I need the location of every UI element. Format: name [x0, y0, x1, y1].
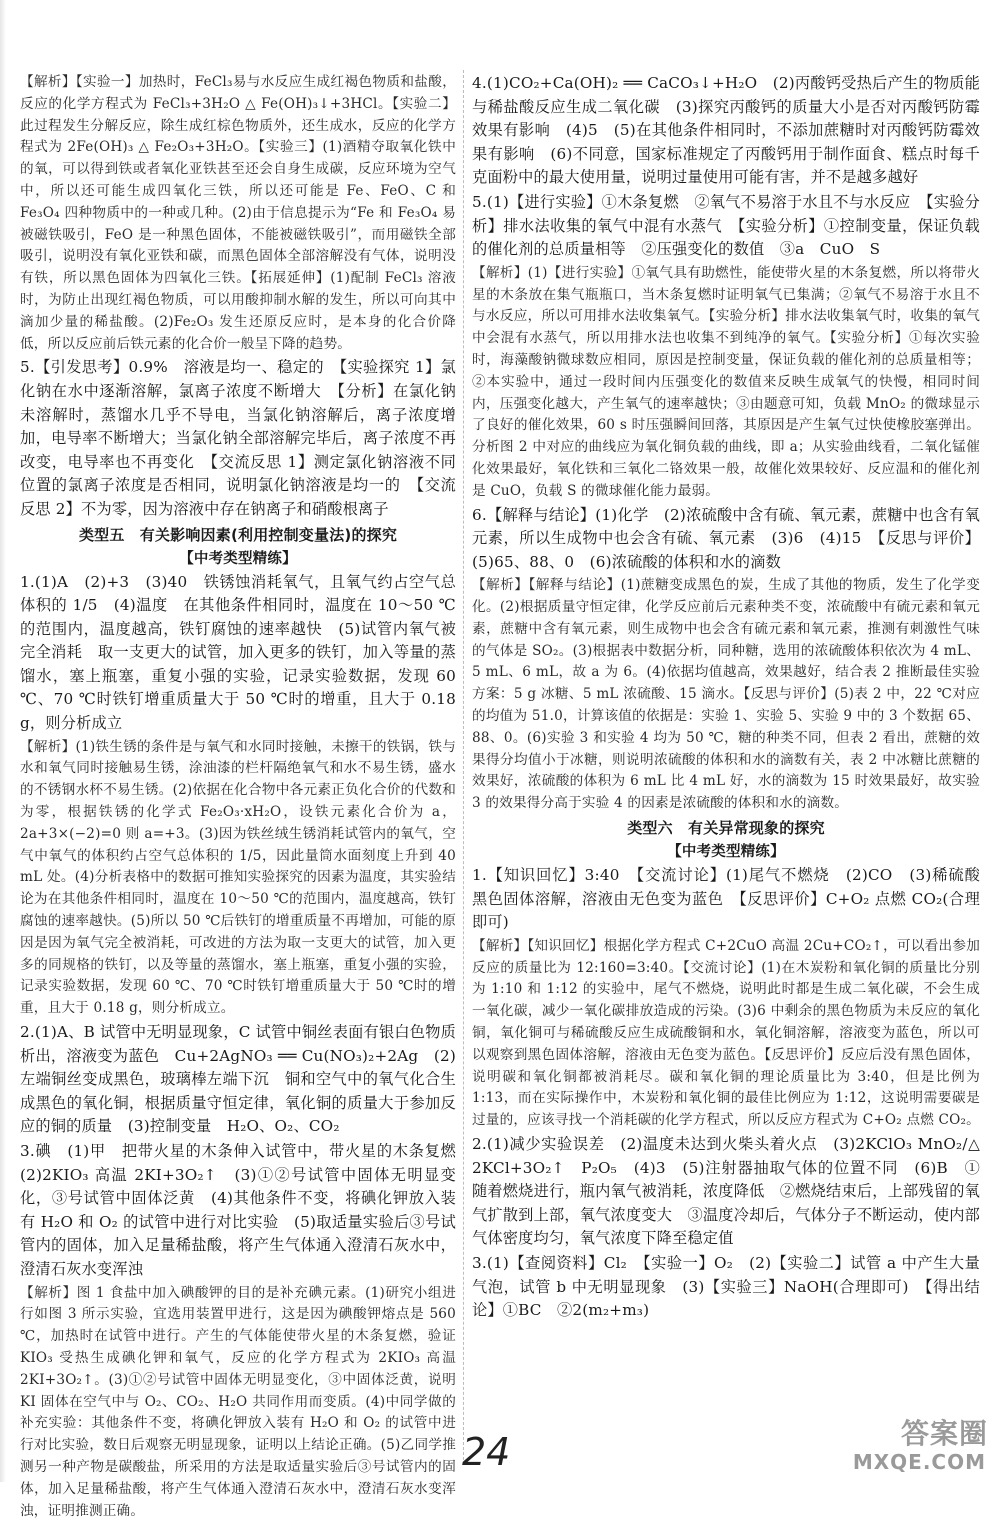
answer-item-5: 5.【引发思考】0.9% 溶液是均一、稳定的 【实验探究 1】氯化钠在水中逐渐溶解，氯离子浓度不断增大 【分析】在氯化钠未溶解时，蒸馏水几乎不导电，当氯化钠溶解后，离子浓度增加，电导率不断增大；当氯化钠全部溶解完毕后，离子浓度不再改变，电导率也不再变化 【交流反思 1】测定氯化钠溶液不同位置的氯离子浓度是否相同，说明氯化钠溶液是均一的 【交流反思 2】不为零，因为溶液中存在钠离子和硝酸根离子: [20, 358, 456, 518]
section-title-type5: 类型五 有关影响因素(利用控制变量法)的探究: [78, 525, 398, 544]
section-subtitle-type5: 【中考类型精练】: [179, 550, 297, 567]
answer-item-1: 1.【知识回忆】3:40 【交流讨论】(1)尾气不燃烧 (2)CO (3)稀硫酸 黑色固体溶解，溶液由无色变为蓝色 【反思评价】C+O₂ 点燃 CO₂(合理即可): [472, 866, 996, 932]
right-column: [472, 72, 996, 1324]
answer-item-2: 2.(1)减少实验误差 (2)温度未达到火柴头着火点 (3)2KClO₃ MnO₂/△ 2KCl+3O₂↑ P₂O₅ (4)3 (5)注射器抽取气体的位置不同 (6)B ①随着燃烧进行，瓶内氧气被消耗，浓度降低 ②燃烧结束后，上部残留的氧气扩散到上部，氧气浓度变大 ③温度冷却后，气体分子不断运动，使内部气体密度均匀，氧气浓度下降至稳定值: [472, 1135, 980, 1248]
watermark-url-text: MXQE.COM: [852, 1450, 986, 1474]
answer-item-2: 2.(1)A、B 试管中无明显现象，C 试管中铜丝表面有银白色物质析出，溶液变为蓝色 Cu+2AgNO₃ ══ Cu(NO₃)₂+2Ag (2)左端铜丝变成黑色，玻璃棒左端下沉 铜和空气中的氧气化合生成黑色的氧化铜，根据质量守恒定律，氧化铜的质量大于参加反应的铜的质量 (3)控制变量 H₂O、O₂、CO₂: [20, 1023, 456, 1136]
left-column: [20, 72, 472, 1523]
analysis-paragraph: 【解析】【知识回忆】根据化学方程式 C+2CuO 高温 2Cu+CO₂↑，可以看出参加反应的质量比为 12:160=3:40。【交流讨论】(1)在木炭粉和氧化铜的质量比分别为 1:10 和 1:12 的实验中，尾气不燃烧，说明此时都是生成二氧化碳，不会生成一氧化碳，减少一氧化碳排放造成的污染。(3)6 中剩余的黑色物质为未反应的氧化铜，氧化铜可与稀硫酸反应生成硫酸铜和水，氧化铜溶解，溶液变为蓝色，所以可以观察到黑色固体溶解，溶液由无色变为蓝色。【反思评价】反应后没有黑色固体，说明碳和氧化铜都被消耗尽。碳和氧化铜的理论质量比为 3:40，但是比例为 1:13，而在实际操作中，木炭粉和氧化铜的最佳比例应为 1:12，这说明需要碳是过量的，应该寻找一个消耗碳的化学方程式，所以反应方程式为 C+O₂ 点燃 CO₂。: [472, 937, 980, 1129]
page-number: 24: [462, 1430, 511, 1474]
watermark-main-text: 答案圈: [900, 1417, 988, 1450]
analysis-paragraph: 【解析】(1)【进行实验】①氧气具有助燃性，能使带火星的木条复燃，所以将带火星的木条放在集气瓶瓶口，当木条复燃时证明氧气已集满；②氧气不易溶于水且不与水反应，所以可用排水法收集氧气。【实验分析】排水法收集氧气时，收集的氧气中会混有水蒸气，所以用排水法也收集不到纯净的氧气。【实验分析】①每次实验时，海藻酸钠微球数应相同，原因是控制变量，保证负载的催化剂的总质量相等；②本实验中，通过一段时间内压强变化的数值来反映生成氧气的快慢，相同时间内，压强变化越大，产生氧气的速率越快；③由题意可知，负载 MnO₂ 的微球显示了良好的催化效果，60 s 时压强瞬间回落，其原因是产生氧气过快使橡胶塞弹出。分析图 2 中对应的曲线应为氧化铜负载的曲线，即 a；从实验曲线看，二氧化锰催化效果最好，氧化铁和三氧化二铬效果一般，故催化效果较好、反应温和的催化剂是 CuO，负载 S 的微球催化能力最弱。: [472, 264, 980, 499]
column-divider: [463, 70, 464, 1460]
answer-item-6: 6.【解释与结论】(1)化学 (2)浓硫酸中含有硫、氧元素，蔗糖中也含有氧元素，所以生成物中也会含有硫、氧元素 (3)6 (4)15 【反思与评价】(5)65、88、0 (6)浓硫酸的体积和水的滴数: [472, 505, 980, 571]
answer-item-1: 1.(1)A (2)+3 (3)40 铁锈蚀消耗氧气，且氧气约占空气总体积的 1/5 (4)温度 在其他条件相同时，温度在 10～50 ℃的范围内，温度越高，铁钉腐蚀的速率越快 (5)试管内氧气被完全消耗 取一支更大的试管，加入更多的铁钉，加入等量的蒸馏水，塞上瓶塞，重复小强的实验，记录实验数据，发现 60 ℃、70 ℃时铁钉增重质量大于 50 ℃时的增重，且大于 0.18 g，则分析成立: [20, 572, 456, 733]
analysis-paragraph: 【解析】图 1 食盐中加入碘酸钾的目的是补充碘元素。(1)研究小组进行如图 3 所示实验，宜选用装置甲进行，这是因为碘酸钾熔点是 560 ℃，加热时在试管中进行。产生的气体能使带火星的木条复燃，验证 KIO₃ 受热生成碘化钾和氧气，反应的化学方程式为 2KIO₃ 高温 2KI+3O₂↑。(3)①②号试管中固体无明显变化，③中固体泛黄，说明 KI 固体在空气中与 O₂、CO₂、H₂O 共同作用而变质。(4)中同学做的补充实验：其他条件不变，将碘化钾放入装有 H₂O 和 O₂ 的试管中进行对比实验，数日后观察无明显现象，证明以上结论正确。(5)乙同学推测另一种产物是碳酸盐，所采用的方法是取适量实验后③号试管内的固体，加入足量稀盐酸，将产生气体通入澄清石灰水中，澄清石灰水变浑浊，证明推测正确。: [20, 1284, 456, 1519]
analysis-paragraph: 【解析】【解释与结论】(1)蔗糖变成黑色的炭，生成了其他的物质，发生了化学变化。(2)根据质量守恒定律，化学反应前后元素种类不变，浓硫酸中有硫元素和氧元素，蔗糖中含有氧元素，则生成物中也会含有硫元素和氧元素，推测有刺激性气味的气体是 SO₂。(3)根据表中数据分析，同种糖，选用的浓硫酸体积依次为 4 mL、5 mL、6 mL，故 a 为 6。(4)依据均值越高，效果越好，结合表 2 推断最佳实验方案：5 g 冰糖、5 mL 浓硫酸、15 滴水。【反思与评价】(5)表 2 中，22 ℃对应的均值为 51.0，计算该值的依据是：实验 1、实验 5、实验 9 中的 3 个数据 65、88、0。(6)实验 3 和实验 4 均为 50 ℃，糖的种类不同，但表 2 看出，蔗糖的效果得分均值小于冰糖，则说明浓硫酸的体积和水的滴数有关，表 2 中冰糖比蔗糖的效果好，浓硫酸的体积为 6 mL 比 4 mL 好，水的滴数为 15 时效果最好，故实验 3 的效果得分高于实验 4 的因素是浓硫酸的体积和水的滴数。: [472, 577, 980, 812]
section-title-type6: 类型六 有关异常现象的探究: [627, 819, 825, 838]
answer-item-3: 3.(1)【查阅资料】Cl₂ 【实验一】O₂ (2)【实验二】试管 a 中产生大量气泡，试管 b 中无明显现象 (3)【实验三】NaOH(合理即可) 【得出结论】①BC ②2(m₂+m₃): [472, 1253, 980, 1320]
section-subtitle-type6: 【中考类型精练】: [667, 844, 785, 861]
analysis-paragraph: 【解析】(1)铁生锈的条件是与氧气和水同时接触，未擦干的铁锅，铁与水和氧气同时接触易生锈，涂油漆的栏杆隔绝氧气和水不易生锈，盛水的不锈钢水杯不易生锈。(2)依据在化合物中各元素正负化合价的代数和为零，根据铁锈的化学式 Fe₂O₃·xH₂O，设铁元素化合价为 a，2a+3×(−2)=0 则 a=+3。(3)因为铁丝绒生锈消耗试管内的氧气，空气中氧气的体积约占空气总体积的 1/5，因此量筒水面刻度上升到 40 mL 处。(4)分析表格中的数据可推知实验探究的因素为温度，其实验结论为在其他条件相同时，温度在 10～50 ℃的范围内，温度越高，铁钉腐蚀的速率越快。(5)所以 50 ℃后铁钉的增重质量不再增加，可能的原因是因为氧气完全被消耗，可改进的方法为取一支更大的试管，加入更多的同规格的铁钉，以及等量的蒸馏水，塞上瓶塞，重复小强的实验，记录实验数据，发现 60 ℃、70 ℃时铁钉增重质量大于 50 ℃时的增重，且大于 0.18 g，则分析成立。: [20, 738, 456, 1017]
scan-edge: [0, 0, 6, 1482]
answer-item-4: 4.(1)CO₂+Ca(OH)₂ ══ CaCO₃↓+H₂O (2)丙酸钙受热后产生的物质能与稀盐酸反应生成二氧化碳 (3)探究丙酸钙的质量大小是否对丙酸钙防霉效果有影响 (4)5 (5)在其他条件相同时，不添加蔗糖时对丙酸钙防霉效果有影响 (6)不同意，国家标准规定了丙酸钙用于制作面食、糕点时每千克面粉中的最大使用量，说明过量使用可能有害，并不是越多越好: [472, 74, 980, 187]
answer-item-5: 5.(1)【进行实验】①木条复燃 ②氧气不易溶于水且不与水反应 【实验分析】排水法收集的氧气中混有水蒸气 【实验分析】①控制变量，保证负载的催化剂的总质量相等 ②压强变化的数值 ③a CuO S: [472, 192, 980, 259]
analysis-paragraph: 【解析】【实验一】加热时，FeCl₃易与水反应生成红褐色物质和盐酸，反应的化学方程式为 FeCl₃+3H₂O △ Fe(OH)₃↓+3HCl。【实验二】此过程发生分解反应，除生成红棕色物质外，还生成水，反应的化学方程式为 2Fe(OH)₃ △ Fe₂O₃+3H₂O。【实验三】(1)酒精夺取氧化铁中的氧，可以得到铁或者氧化亚铁甚至还会自身生成碳，反应环境为空气中，所以还可能生成四氧化三铁，所以还可能是 Fe、FeO、C 和 Fe₃O₄ 四种物质中的一种或几种。(2)由于信息提示为“Fe 和 Fe₃O₄ 易被磁铁吸引，FeO 是一种黑色固体，不能被磁铁吸引”，而用磁铁全部吸引，说明没有氧化亚铁和碳，而黑色固体全部溶解没有气体，说明没有铁，所以黑色固体为四氧化三铁。【拓展延伸】(1)配制 FeCl₃ 溶液时，为防止出现红褐色物质，可以用酸抑制水解的发生，所以可向其中滴加少量的稀盐酸。(2)Fe₂O₃ 发生还原反应时，是本身的化合价降低，所以反应前后铁元素的化合价一般呈下降的趋势。: [20, 74, 456, 352]
answer-item-3: 3.碘 (1)甲 把带火星的木条伸入试管中，带火星的木条复燃 (2)2KIO₃ 高温 2KI+3O₂↑ (3)①②号试管中固体无明显变化，③号试管中固体泛黄 (4)其他条件不变，将碘化钾放入装有 H₂O 和 O₂ 的试管中进行对比实验 (5)取适量实验后③号试管内的固体，加入足量稀盐酸，将产生气体通入澄清石灰水中，澄清石灰水变浑浊: [20, 1142, 472, 1278]
watermark-logo: [838, 1412, 988, 1478]
